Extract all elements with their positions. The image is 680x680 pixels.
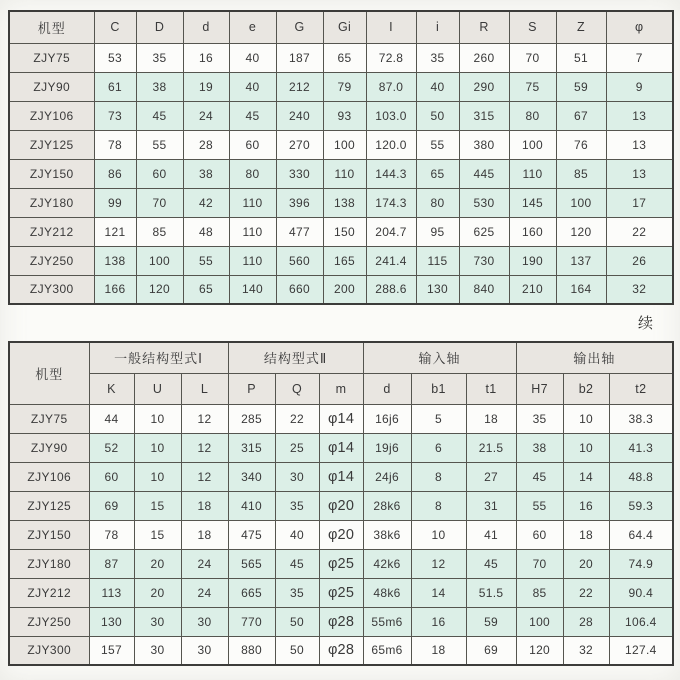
model-cell: ZJY150 xyxy=(9,159,94,188)
group-header: 结构型式Ⅱ xyxy=(228,342,363,373)
column-header-K: K xyxy=(89,373,134,404)
value-cell: 35 xyxy=(275,578,319,607)
value-cell: 28k6 xyxy=(363,491,411,520)
value-cell: 100 xyxy=(509,130,556,159)
model-cell: ZJY125 xyxy=(9,491,89,520)
value-cell: 55 xyxy=(516,491,563,520)
value-cell: 14 xyxy=(411,578,466,607)
value-cell: 140 xyxy=(229,275,276,304)
value-cell: 110 xyxy=(229,246,276,275)
value-cell: 166 xyxy=(94,275,136,304)
value-cell: 22 xyxy=(563,578,609,607)
value-cell: 18 xyxy=(181,520,228,549)
value-cell: 45 xyxy=(466,549,516,578)
table1-header-row xyxy=(9,11,673,43)
column-header-t1: t1 xyxy=(466,373,516,404)
table-row xyxy=(9,491,673,520)
value-cell: 30 xyxy=(181,636,228,665)
value-cell: 22 xyxy=(606,217,673,246)
value-cell: 28 xyxy=(183,130,229,159)
value-cell: 90.4 xyxy=(609,578,673,607)
value-cell: 41.3 xyxy=(609,433,673,462)
value-cell: 10 xyxy=(563,433,609,462)
value-cell: 79 xyxy=(323,72,366,101)
value-cell: 138 xyxy=(323,188,366,217)
value-cell: 38.3 xyxy=(609,404,673,433)
value-cell: 59.3 xyxy=(609,491,673,520)
value-cell: 100 xyxy=(323,130,366,159)
value-cell: 38 xyxy=(136,72,183,101)
value-cell: 59 xyxy=(556,72,606,101)
value-cell: 15 xyxy=(134,520,181,549)
value-cell: 80 xyxy=(509,101,556,130)
value-cell: 120 xyxy=(556,217,606,246)
value-cell: 85 xyxy=(516,578,563,607)
value-cell: 288.6 xyxy=(366,275,416,304)
value-cell: 880 xyxy=(228,636,275,665)
dimension-table-continued xyxy=(8,341,674,666)
value-cell: 69 xyxy=(89,491,134,520)
value-cell: 212 xyxy=(276,72,323,101)
value-cell: 130 xyxy=(89,607,134,636)
value-cell: φ28 xyxy=(319,607,363,636)
table2-sub-header-row xyxy=(9,373,673,404)
value-cell: 15 xyxy=(134,491,181,520)
value-cell: 160 xyxy=(509,217,556,246)
value-cell: 20 xyxy=(134,578,181,607)
column-header-model: 机型 xyxy=(9,342,89,404)
value-cell: 145 xyxy=(509,188,556,217)
value-cell: 18 xyxy=(411,636,466,665)
value-cell: 5 xyxy=(411,404,466,433)
value-cell: 16j6 xyxy=(363,404,411,433)
value-cell: 137 xyxy=(556,246,606,275)
value-cell: 48.8 xyxy=(609,462,673,491)
value-cell: 270 xyxy=(276,130,323,159)
table2-body xyxy=(9,404,673,665)
value-cell: φ25 xyxy=(319,549,363,578)
value-cell: 625 xyxy=(459,217,509,246)
value-cell: 315 xyxy=(228,433,275,462)
value-cell: 106.4 xyxy=(609,607,673,636)
value-cell: 12 xyxy=(181,462,228,491)
value-cell: φ20 xyxy=(319,491,363,520)
value-cell: 7 xyxy=(606,43,673,72)
value-cell: 204.7 xyxy=(366,217,416,246)
column-header-i: i xyxy=(416,11,459,43)
value-cell: 10 xyxy=(134,462,181,491)
value-cell: 24 xyxy=(181,578,228,607)
value-cell: 13 xyxy=(606,130,673,159)
value-cell: 80 xyxy=(229,159,276,188)
value-cell: 70 xyxy=(509,43,556,72)
model-cell: ZJY150 xyxy=(9,520,89,549)
value-cell: 340 xyxy=(228,462,275,491)
value-cell: 20 xyxy=(563,549,609,578)
value-cell: 13 xyxy=(606,101,673,130)
value-cell: 665 xyxy=(228,578,275,607)
column-header-Z: Z xyxy=(556,11,606,43)
group-header: 输出轴 xyxy=(516,342,673,373)
value-cell: 120.0 xyxy=(366,130,416,159)
column-header-L: L xyxy=(181,373,228,404)
value-cell: 35 xyxy=(136,43,183,72)
value-cell: 16 xyxy=(183,43,229,72)
value-cell: 65 xyxy=(323,43,366,72)
value-cell: 157 xyxy=(89,636,134,665)
value-cell: 67 xyxy=(556,101,606,130)
value-cell: 290 xyxy=(459,72,509,101)
value-cell: φ20 xyxy=(319,520,363,549)
value-cell: 13 xyxy=(606,159,673,188)
model-cell: ZJY106 xyxy=(9,101,94,130)
table-row xyxy=(9,246,673,275)
value-cell: 32 xyxy=(606,275,673,304)
model-cell: ZJY90 xyxy=(9,72,94,101)
value-cell: 410 xyxy=(228,491,275,520)
group-header: 输入轴 xyxy=(363,342,516,373)
value-cell: 73 xyxy=(94,101,136,130)
model-cell: ZJY180 xyxy=(9,188,94,217)
model-cell: ZJY75 xyxy=(9,404,89,433)
value-cell: 16 xyxy=(411,607,466,636)
value-cell: 165 xyxy=(323,246,366,275)
value-cell: 110 xyxy=(323,159,366,188)
table-row xyxy=(9,43,673,72)
value-cell: 730 xyxy=(459,246,509,275)
value-cell: 164 xyxy=(556,275,606,304)
value-cell: 19 xyxy=(183,72,229,101)
value-cell: 260 xyxy=(459,43,509,72)
value-cell: 18 xyxy=(466,404,516,433)
value-cell: 78 xyxy=(94,130,136,159)
value-cell: 42k6 xyxy=(363,549,411,578)
model-cell: ZJY125 xyxy=(9,130,94,159)
value-cell: 240 xyxy=(276,101,323,130)
table1-body xyxy=(9,43,673,304)
value-cell: 80 xyxy=(416,188,459,217)
value-cell: 87 xyxy=(89,549,134,578)
value-cell: φ14 xyxy=(319,433,363,462)
column-header-U: U xyxy=(134,373,181,404)
model-cell: ZJY300 xyxy=(9,636,89,665)
value-cell: φ14 xyxy=(319,462,363,491)
value-cell: 65m6 xyxy=(363,636,411,665)
value-cell: 45 xyxy=(229,101,276,130)
column-header-Q: Q xyxy=(275,373,319,404)
value-cell: 55 xyxy=(136,130,183,159)
value-cell: 100 xyxy=(556,188,606,217)
value-cell: 30 xyxy=(181,607,228,636)
value-cell: 44 xyxy=(89,404,134,433)
value-cell: 99 xyxy=(94,188,136,217)
model-cell: ZJY250 xyxy=(9,607,89,636)
value-cell: 78 xyxy=(89,520,134,549)
value-cell: 560 xyxy=(276,246,323,275)
value-cell: 50 xyxy=(275,636,319,665)
value-cell: 30 xyxy=(134,636,181,665)
value-cell: 50 xyxy=(416,101,459,130)
value-cell: 100 xyxy=(516,607,563,636)
value-cell: 65 xyxy=(183,275,229,304)
column-header-P: P xyxy=(228,373,275,404)
group-header: 一般结构型式Ⅰ xyxy=(89,342,228,373)
model-cell: ZJY212 xyxy=(9,217,94,246)
value-cell: 60 xyxy=(89,462,134,491)
value-cell: 50 xyxy=(275,607,319,636)
value-cell: 770 xyxy=(228,607,275,636)
model-cell: ZJY90 xyxy=(9,433,89,462)
value-cell: 445 xyxy=(459,159,509,188)
table2-group-header-row xyxy=(9,342,673,373)
value-cell: 144.3 xyxy=(366,159,416,188)
value-cell: 25 xyxy=(275,433,319,462)
table-row xyxy=(9,462,673,491)
value-cell: 30 xyxy=(134,607,181,636)
column-header-b2: b2 xyxy=(563,373,609,404)
value-cell: 60 xyxy=(229,130,276,159)
value-cell: 210 xyxy=(509,275,556,304)
table-row xyxy=(9,188,673,217)
value-cell: 28 xyxy=(563,607,609,636)
value-cell: 45 xyxy=(516,462,563,491)
value-cell: 55 xyxy=(183,246,229,275)
value-cell: 45 xyxy=(136,101,183,130)
value-cell: 187 xyxy=(276,43,323,72)
value-cell: φ14 xyxy=(319,404,363,433)
value-cell: 41 xyxy=(466,520,516,549)
value-cell: 120 xyxy=(136,275,183,304)
value-cell: 174.3 xyxy=(366,188,416,217)
value-cell: 31 xyxy=(466,491,516,520)
value-cell: 24 xyxy=(181,549,228,578)
column-header-model: 机型 xyxy=(9,11,94,43)
value-cell: 52 xyxy=(89,433,134,462)
value-cell: 40 xyxy=(229,43,276,72)
value-cell: 315 xyxy=(459,101,509,130)
table-row xyxy=(9,130,673,159)
value-cell: 110 xyxy=(229,188,276,217)
table2-header xyxy=(9,342,673,404)
value-cell: 76 xyxy=(556,130,606,159)
value-cell: 110 xyxy=(509,159,556,188)
value-cell: 51 xyxy=(556,43,606,72)
value-cell: 95 xyxy=(416,217,459,246)
value-cell: 8 xyxy=(411,491,466,520)
column-header-R: R xyxy=(459,11,509,43)
value-cell: 530 xyxy=(459,188,509,217)
value-cell: 19j6 xyxy=(363,433,411,462)
value-cell: 30 xyxy=(275,462,319,491)
value-cell: 93 xyxy=(323,101,366,130)
value-cell: 138 xyxy=(94,246,136,275)
value-cell: 70 xyxy=(136,188,183,217)
value-cell: 69 xyxy=(466,636,516,665)
value-cell: 330 xyxy=(276,159,323,188)
value-cell: 40 xyxy=(416,72,459,101)
value-cell: 115 xyxy=(416,246,459,275)
column-header-e: e xyxy=(229,11,276,43)
value-cell: 475 xyxy=(228,520,275,549)
value-cell: 120 xyxy=(516,636,563,665)
value-cell: 48 xyxy=(183,217,229,246)
value-cell: 10 xyxy=(411,520,466,549)
value-cell: 55 xyxy=(416,130,459,159)
model-cell: ZJY75 xyxy=(9,43,94,72)
value-cell: 40 xyxy=(229,72,276,101)
value-cell: 60 xyxy=(516,520,563,549)
value-cell: 200 xyxy=(323,275,366,304)
value-cell: 12 xyxy=(181,404,228,433)
value-cell: 121 xyxy=(94,217,136,246)
value-cell: 53 xyxy=(94,43,136,72)
value-cell: 565 xyxy=(228,549,275,578)
value-cell: φ25 xyxy=(319,578,363,607)
value-cell: 35 xyxy=(416,43,459,72)
table-row xyxy=(9,275,673,304)
value-cell: 55m6 xyxy=(363,607,411,636)
column-header-d: d xyxy=(183,11,229,43)
value-cell: 70 xyxy=(516,549,563,578)
value-cell: 113 xyxy=(89,578,134,607)
column-header-G: G xyxy=(276,11,323,43)
value-cell: 12 xyxy=(181,433,228,462)
value-cell: 32 xyxy=(563,636,609,665)
model-cell: ZJY180 xyxy=(9,549,89,578)
value-cell: 22 xyxy=(275,404,319,433)
value-cell: 86 xyxy=(94,159,136,188)
table1-header xyxy=(9,11,673,43)
value-cell: 6 xyxy=(411,433,466,462)
value-cell: 8 xyxy=(411,462,466,491)
value-cell: 150 xyxy=(323,217,366,246)
table-row xyxy=(9,101,673,130)
column-header-b1: b1 xyxy=(411,373,466,404)
value-cell: 60 xyxy=(136,159,183,188)
value-cell: 61 xyxy=(94,72,136,101)
value-cell: 48k6 xyxy=(363,578,411,607)
value-cell: 190 xyxy=(509,246,556,275)
column-header-d: d xyxy=(363,373,411,404)
value-cell: 10 xyxy=(563,404,609,433)
value-cell: 21.5 xyxy=(466,433,516,462)
value-cell: 85 xyxy=(136,217,183,246)
value-cell: 18 xyxy=(181,491,228,520)
value-cell: 12 xyxy=(411,549,466,578)
value-cell: 110 xyxy=(229,217,276,246)
model-cell: ZJY300 xyxy=(9,275,94,304)
model-cell: ZJY250 xyxy=(9,246,94,275)
value-cell: 26 xyxy=(606,246,673,275)
value-cell: 72.8 xyxy=(366,43,416,72)
table-row xyxy=(9,607,673,636)
column-header-H7: H7 xyxy=(516,373,563,404)
value-cell: 9 xyxy=(606,72,673,101)
value-cell: φ28 xyxy=(319,636,363,665)
continued-label: 续 xyxy=(638,315,655,332)
value-cell: 660 xyxy=(276,275,323,304)
table-row xyxy=(9,72,673,101)
table-row xyxy=(9,636,673,665)
value-cell: 840 xyxy=(459,275,509,304)
model-cell: ZJY212 xyxy=(9,578,89,607)
model-cell: ZJY106 xyxy=(9,462,89,491)
value-cell: 380 xyxy=(459,130,509,159)
value-cell: 38 xyxy=(516,433,563,462)
value-cell: 100 xyxy=(136,246,183,275)
value-cell: 35 xyxy=(516,404,563,433)
dimension-table-main xyxy=(8,10,674,305)
column-header-D: D xyxy=(136,11,183,43)
value-cell: 127.4 xyxy=(609,636,673,665)
value-cell: 45 xyxy=(275,549,319,578)
column-header-m: m xyxy=(319,373,363,404)
table-row xyxy=(9,520,673,549)
table-row xyxy=(9,578,673,607)
column-header-I: I xyxy=(366,11,416,43)
table-row xyxy=(9,433,673,462)
value-cell: 10 xyxy=(134,404,181,433)
value-cell: 27 xyxy=(466,462,516,491)
value-cell: 87.0 xyxy=(366,72,416,101)
value-cell: 65 xyxy=(416,159,459,188)
value-cell: 75 xyxy=(509,72,556,101)
value-cell: 35 xyxy=(275,491,319,520)
value-cell: 16 xyxy=(563,491,609,520)
value-cell: 241.4 xyxy=(366,246,416,275)
value-cell: 477 xyxy=(276,217,323,246)
value-cell: 74.9 xyxy=(609,549,673,578)
value-cell: 24 xyxy=(183,101,229,130)
table-row xyxy=(9,404,673,433)
table-row xyxy=(9,159,673,188)
value-cell: 17 xyxy=(606,188,673,217)
value-cell: 10 xyxy=(134,433,181,462)
value-cell: 64.4 xyxy=(609,520,673,549)
value-cell: 51.5 xyxy=(466,578,516,607)
table-row xyxy=(9,217,673,246)
column-header-Gi: Gi xyxy=(323,11,366,43)
value-cell: 40 xyxy=(275,520,319,549)
value-cell: 18 xyxy=(563,520,609,549)
value-cell: 85 xyxy=(556,159,606,188)
value-cell: 130 xyxy=(416,275,459,304)
column-header-φ: φ xyxy=(606,11,673,43)
column-header-t2: t2 xyxy=(609,373,673,404)
value-cell: 24j6 xyxy=(363,462,411,491)
value-cell: 59 xyxy=(466,607,516,636)
value-cell: 103.0 xyxy=(366,101,416,130)
value-cell: 38k6 xyxy=(363,520,411,549)
table-row xyxy=(9,549,673,578)
column-header-S: S xyxy=(509,11,556,43)
value-cell: 38 xyxy=(183,159,229,188)
value-cell: 42 xyxy=(183,188,229,217)
value-cell: 14 xyxy=(563,462,609,491)
column-header-C: C xyxy=(94,11,136,43)
value-cell: 396 xyxy=(276,188,323,217)
value-cell: 285 xyxy=(228,404,275,433)
value-cell: 20 xyxy=(134,549,181,578)
